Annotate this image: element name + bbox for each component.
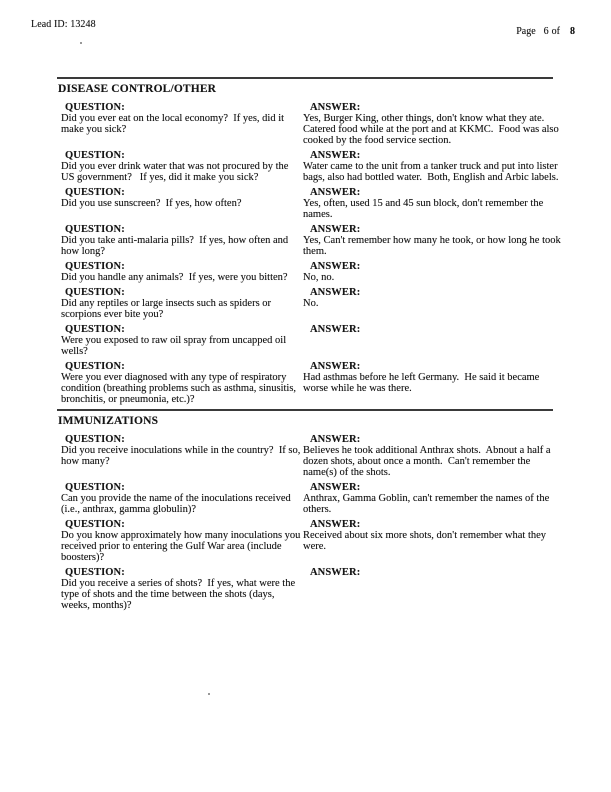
question-label: QUESTION: xyxy=(65,434,125,445)
qa-row xyxy=(57,482,565,515)
question-text: Did you use sunscreen? If yes, how often? xyxy=(61,198,242,209)
answer-col xyxy=(303,187,565,220)
answer-text: Anthrax, Gamma Goblin, can't remember the names of the others. xyxy=(303,493,552,515)
qa-row xyxy=(57,224,565,257)
question-col xyxy=(57,261,303,283)
question-label: QUESTION: xyxy=(65,482,125,493)
question-label: QUESTION: xyxy=(65,224,125,235)
question-col xyxy=(57,324,303,357)
answer-label: ANSWER: xyxy=(310,261,361,272)
answer-text: No, no. xyxy=(303,272,335,283)
answer-col xyxy=(303,434,565,478)
answer-col xyxy=(303,482,565,515)
question-col xyxy=(57,150,303,183)
question-label: QUESTION: xyxy=(65,187,125,198)
answer-label: ANSWER: xyxy=(310,187,361,198)
answer-col xyxy=(303,224,565,257)
qa-row xyxy=(57,361,565,405)
answer-label: ANSWER: xyxy=(310,519,361,530)
question-text: Did you take anti-malaria pills? If yes, how often and how long? xyxy=(61,235,291,257)
answer-text: Yes, Can't remember how many he took, or how long he took them. xyxy=(303,235,564,257)
question-label: QUESTION: xyxy=(65,324,125,335)
question-text: Did you handle any animals? If yes, were you bitten? xyxy=(61,272,288,283)
answer-col xyxy=(303,567,565,578)
question-col xyxy=(57,224,303,257)
answer-text: No. xyxy=(303,298,319,309)
question-label: QUESTION: xyxy=(65,150,125,161)
question-text: Did any reptiles or large insects such as spiders or scorpions ever bite you? xyxy=(61,298,274,320)
qa-row xyxy=(57,567,565,611)
question-text: Did you receive inoculations while in the country? If so, how many? xyxy=(61,445,304,467)
answer-text: Water came to the unit from a tanker truck and put into lister bags, also had bottled water. Both, English and Arbic labels. xyxy=(303,161,561,183)
page-number-prefix: Page xyxy=(516,26,536,37)
question-col xyxy=(57,519,303,563)
answer-text: Had asthmas before he left Germany. He said it became worse while he was there. xyxy=(303,372,542,394)
answer-label: ANSWER: xyxy=(310,324,361,335)
qa-row xyxy=(57,519,565,563)
section-disease-control-other xyxy=(57,77,565,405)
qa-row xyxy=(57,102,565,146)
question-label: QUESTION: xyxy=(65,519,125,530)
page-number-of: of xyxy=(551,26,560,37)
answer-col xyxy=(303,361,565,394)
question-text: Do you know approximately how many inoculations you received prior to entering the Gulf War area (include boosters)? xyxy=(61,530,304,563)
question-text: Were you exposed to raw oil spray from uncapped oil wells? xyxy=(61,335,289,357)
question-text: Did you receive a series of shots? If yes, what were the type of shots and the time between the shots (days, weeks, months)? xyxy=(61,578,298,611)
question-text: Did you ever eat on the local economy? If yes, did it make you sick? xyxy=(61,113,287,135)
question-label: QUESTION: xyxy=(65,102,125,113)
answer-col xyxy=(303,324,565,335)
answer-label: ANSWER: xyxy=(310,482,361,493)
question-col xyxy=(57,287,303,320)
qa-row xyxy=(57,150,565,183)
answer-col xyxy=(303,519,565,552)
answer-text: Yes, often, used 15 and 45 sun block, don't remember the names. xyxy=(303,198,546,220)
qa-row xyxy=(57,287,565,320)
sections-container xyxy=(57,77,565,615)
answer-col xyxy=(303,102,565,146)
section-immunizations xyxy=(57,409,565,611)
answer-text: Believes he took additional Anthrax shots. Abnout a half a dozen shots, about once a month. Can't remember the name(s) of the shots. xyxy=(303,445,554,478)
question-text: Did you ever drink water that was not procured by the US government? If yes, did it make you sick? xyxy=(61,161,292,183)
answer-col xyxy=(303,261,565,283)
answer-label: ANSWER: xyxy=(310,287,361,298)
page-number xyxy=(516,26,575,37)
question-label: QUESTION: xyxy=(65,361,125,372)
scan-speck xyxy=(80,42,82,44)
qa-row xyxy=(57,324,565,357)
question-col xyxy=(57,102,303,135)
question-label: QUESTION: xyxy=(65,287,125,298)
answer-label: ANSWER: xyxy=(310,150,361,161)
question-col xyxy=(57,187,303,209)
question-label: QUESTION: xyxy=(65,567,125,578)
answer-text: Received about six more shots, don't remember what they were. xyxy=(303,530,549,552)
answer-label: ANSWER: xyxy=(310,361,361,372)
question-col xyxy=(57,434,303,467)
question-col xyxy=(57,361,303,405)
answer-label: ANSWER: xyxy=(310,434,361,445)
qa-row xyxy=(57,187,565,220)
scan-speck xyxy=(208,693,210,695)
section-title: IMMUNIZATIONS xyxy=(58,415,159,427)
question-text: Were you ever diagnosed with any type of respiratory condition (breathing problems such as asthma, sinusitis, bronchitis, or pneumonia, etc.)? xyxy=(61,372,299,405)
answer-label: ANSWER: xyxy=(310,102,361,113)
answer-label: ANSWER: xyxy=(310,567,361,578)
answer-text: Yes, Burger King, other things, don't know what they ate. Catered food while at the port and at KKMC. Food was also cooked by the food service section. xyxy=(303,113,562,146)
question-col xyxy=(57,482,303,515)
section-title: DISEASE CONTROL/OTHER xyxy=(58,83,217,95)
question-col xyxy=(57,567,303,611)
page-number-total: 8 xyxy=(570,26,575,37)
answer-col xyxy=(303,150,565,183)
question-text: Can you provide the name of the inoculations received (i.e., anthrax, gamma globulin)? xyxy=(61,493,294,515)
page-number-current: 6 xyxy=(543,26,549,37)
qa-row xyxy=(57,434,565,478)
answer-col xyxy=(303,287,565,309)
lead-id-label: Lead ID: 13248 xyxy=(31,19,96,30)
question-label: QUESTION: xyxy=(65,261,125,272)
qa-row xyxy=(57,261,565,283)
answer-label: ANSWER: xyxy=(310,224,361,235)
